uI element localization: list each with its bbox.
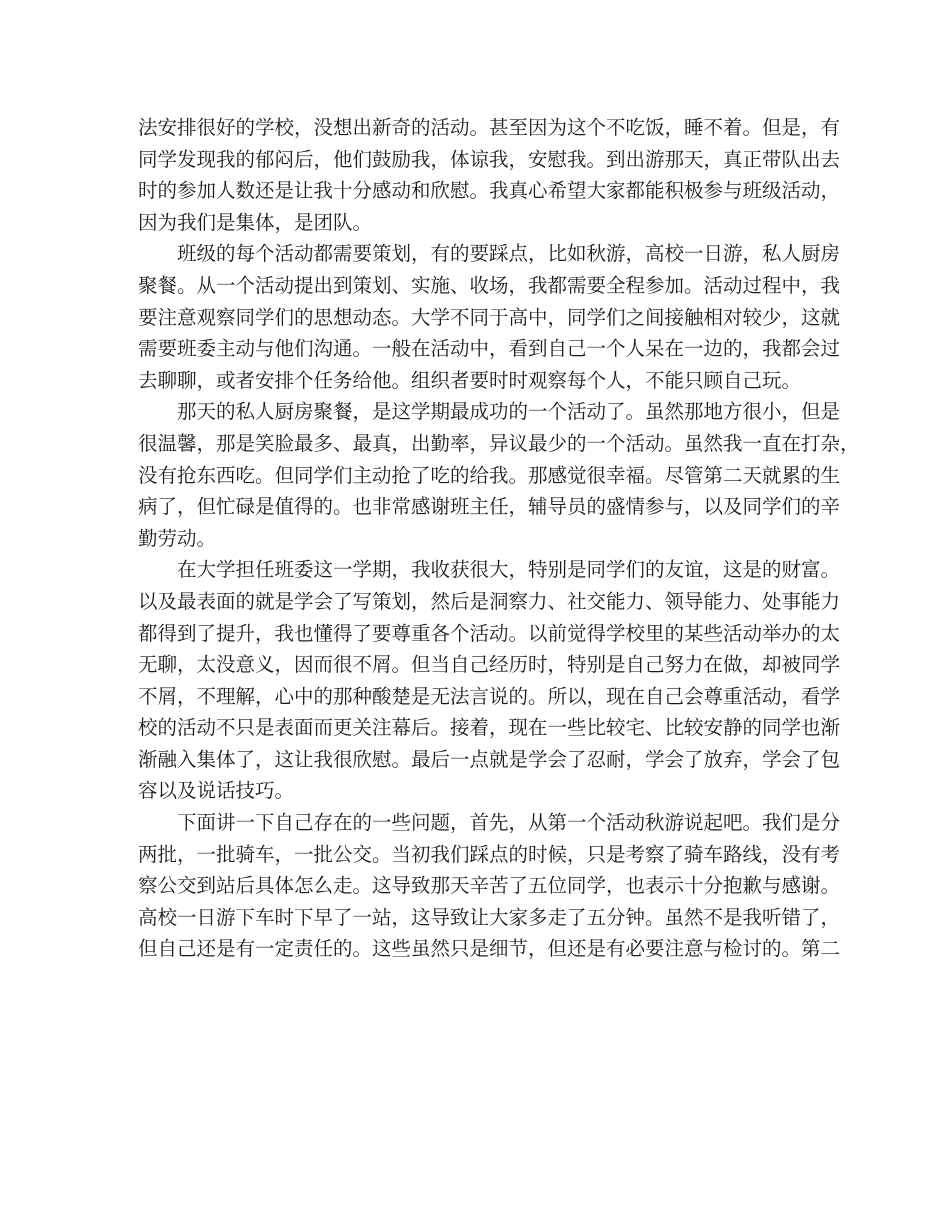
text-line: 察公交到站后具体怎么走。这导致那天辛苦了五位同学，也表示十分抱歉与感谢。 bbox=[138, 874, 841, 898]
text-line: 法安排很好的学校，没想出新奇的活动。甚至因为这个不吃饭，睡不着。但是，有 bbox=[138, 116, 841, 139]
paragraph-3 bbox=[138, 396, 860, 554]
text-line: 容以及说话技巧。 bbox=[138, 779, 295, 803]
text-line: 去聊聊，或者安排个任务给他。组织者要时时观察每个人，不能只顾自己玩。 bbox=[138, 368, 802, 392]
text-line: 高校一日游下车时下早了一站，这导致让大家多走了五分钟。虽然不是我听错了， bbox=[138, 905, 841, 929]
text-line: 班级的每个活动都需要策划，有的要踩点，比如秋游，高校一日游，私人厨房 bbox=[177, 242, 841, 266]
text-line: 时的参加人数还是让我十分感动和欣慰。我真心希望大家都能积极参与班级活动， bbox=[138, 179, 841, 203]
text-line: 不屑，不理解，心中的那种酸楚是无法言说的。所以，现在自己会尊重活动，看学 bbox=[138, 684, 841, 708]
paragraph-5 bbox=[138, 807, 841, 965]
text-line: 要注意观察同学们的思想动态。大学不同于高中，同学们之间接触相对较少，这就 bbox=[138, 305, 841, 329]
text-line: 两批，一批骑车，一批公交。当初我们踩点的时候，只是考察了骑车路线，没有考 bbox=[138, 842, 841, 866]
text-line: 那天的私人厨房聚餐，是这学期最成功的一个活动了。虽然那地方很小，但是 bbox=[177, 400, 841, 424]
text-line: 勤劳动。 bbox=[138, 526, 217, 550]
paragraph-2 bbox=[138, 238, 841, 396]
text-line: 聚餐。从一个活动提出到策划、实施、收场，我都需要全程参加。活动过程中，我 bbox=[138, 273, 841, 297]
text-line: 无聊，太没意义，因而很不屑。但当自己经历时，特别是自己努力在做，却被同学 bbox=[138, 653, 841, 677]
text-line: 因为我们是集体，是团队。 bbox=[138, 210, 373, 234]
text-line: 同学发现我的郁闷后，他们鼓励我，体谅我，安慰我。到出游那天，真正带队出去 bbox=[138, 147, 841, 171]
text-line: 没有抢东西吃。但同学们主动抢了吃的给我。那感觉很幸福。尽管第二天就累的生 bbox=[138, 463, 841, 487]
text-line: 以及最表面的就是学会了写策划，然后是洞察力、社交能力、领导能力、处事能力 bbox=[138, 589, 841, 613]
text-line: 都得到了提升，我也懂得了要尊重各个活动。以前觉得学校里的某些活动举办的太 bbox=[138, 621, 841, 645]
document-body bbox=[138, 112, 860, 965]
paragraph-4 bbox=[138, 554, 841, 807]
text-line: 下面讲一下自己存在的一些问题，首先，从第一个活动秋游说起吧。我们是分 bbox=[177, 811, 841, 835]
paragraph-1 bbox=[138, 112, 841, 238]
text-line: 病了，但忙碌是值得的。也非常感谢班主任，辅导员的盛情参与，以及同学们的辛 bbox=[138, 495, 841, 519]
text-line: 校的活动不只是表面而更关注幕后。接着，现在一些比较宅、比较安静的同学也渐 bbox=[138, 716, 841, 740]
text-line: 需要班委主动与他们沟通。一般在活动中，看到自己一个人呆在一边的，我都会过 bbox=[138, 337, 841, 361]
text-line: 很温馨，那是笑脸最多、最真，出勤率，异议最少的一个活动。虽然我一直在打杂， bbox=[138, 431, 860, 455]
text-line: 渐融入集体了，这让我很欣慰。最后一点就是学会了忍耐，学会了放弃，学会了包 bbox=[138, 747, 841, 771]
text-line: 但自己还是有一定责任的。这些虽然只是细节，但还是有必要注意与检讨的。第二 bbox=[138, 937, 841, 961]
text-line: 在大学担任班委这一学期，我收获很大，特别是同学们的友谊，这是的财富。 bbox=[177, 558, 841, 582]
